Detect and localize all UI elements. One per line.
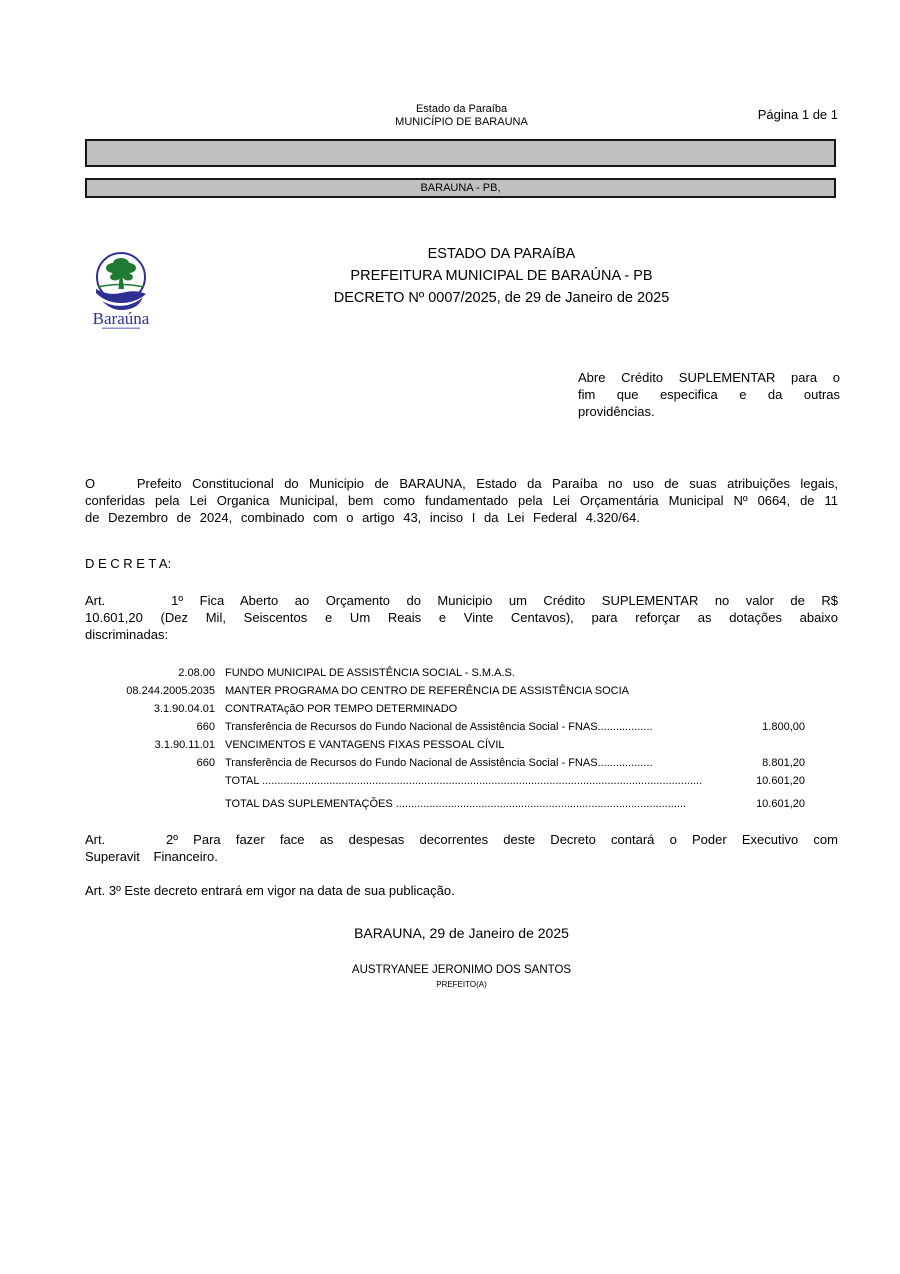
- title-decree-number: DECRETO Nº 0007/2025, de 29 de Janeiro de 2025: [333, 290, 670, 306]
- title-prefecture: PREFEITURA MUNICIPAL DE BARAÚNA - PB: [350, 268, 653, 284]
- budget-table-row: [85, 682, 838, 700]
- page-indicator: Página 1 de 1: [757, 107, 838, 122]
- banner-city-text: BARAUNA - PB,: [420, 182, 501, 194]
- budget-table-row: [85, 795, 838, 813]
- budget-value-cell: 10.601,20: [756, 798, 805, 810]
- budget-description-cell: TOTAL DAS SUPLEMENTAÇÕES ...............................................................................................: [225, 798, 687, 810]
- budget-code-cell: 660: [196, 721, 215, 733]
- budget-table-row: [85, 664, 838, 682]
- header-banner-city: [85, 178, 836, 198]
- barauna-coat-of-arms: [88, 251, 164, 331]
- budget-table-row: [85, 754, 838, 772]
- header-banner-empty: [85, 139, 836, 167]
- article-2: Art. 2º Para fazer face as despesas decorrentes deste Decreto contará o Poder Executivo com Superavit Financeiro.: [85, 832, 838, 864]
- decree-heading: D E C R E T A:: [85, 556, 172, 571]
- budget-description-cell: TOTAL ................................................................................................................................................: [225, 775, 703, 787]
- budget-description-cell: CONTRATAçãO POR TEMPO DETERMINADO: [225, 703, 458, 715]
- signature-name: AUSTRYANEE JERONIMO DOS SANTOS: [351, 964, 572, 976]
- budget-table: [85, 664, 838, 813]
- decree-preamble: O Prefeito Constitucional do Municipio de BARAUNA, Estado da Paraíba no uso de suas atribuições legais, conferidas pela Lei Organica Municipal, bem como fundamentado pela Lei Orçamentária Municipal Nº 0664, de 11 de Dezembro de 2024, combinado com o artigo 43, inciso I da Lei Federal 4.320/64.: [85, 476, 838, 525]
- budget-table-row: [85, 700, 838, 718]
- budget-table-row: [85, 736, 838, 754]
- title-state: ESTADO DA PARAíBA: [427, 246, 576, 262]
- logo-wordmark: Baraúna: [92, 309, 150, 328]
- budget-value-cell: 1.800,00: [762, 721, 805, 733]
- header-municipality-line: MUNICÍPIO DE BARAUNA: [395, 116, 528, 128]
- budget-value-cell: 10.601,20: [756, 775, 805, 787]
- budget-code-cell: 2.08.00: [178, 667, 215, 679]
- budget-table-row: [85, 718, 838, 736]
- budget-description-cell: VENCIMENTOS E VANTAGENS FIXAS PESSOAL CÍVIL: [225, 739, 505, 751]
- budget-value-cell: 8.801,20: [762, 757, 805, 769]
- budget-description-cell: Transferência de Recursos do Fundo Nacional de Assistência Social - FNAS..................: [225, 721, 653, 733]
- date-line: BARAUNA, 29 de Janeiro de 2025: [354, 925, 569, 941]
- article-3: Art. 3º Este decreto entrará em vigor na data de sua publicação.: [85, 883, 455, 898]
- budget-code-cell: 660: [196, 757, 215, 769]
- budget-code-cell: 3.1.90.04.01: [153, 703, 215, 715]
- article-1: Art. 1º Fica Aberto ao Orçamento do Municipio um Crédito SUPLEMENTAR no valor de R$ 10.601,20 (Dez Mil, Seiscentos e Um Reais e Vinte Centavos), para reforçar as dotações abaixo discriminadas:: [85, 593, 838, 642]
- barauna-logo-icon: [88, 251, 164, 331]
- decree-summary: Abre Crédito SUPLEMENTAR para o fim que especifica e da outras providências.: [578, 370, 840, 419]
- budget-code-cell: 08.244.2005.2035: [126, 685, 215, 697]
- budget-description-cell: FUNDO MUNICIPAL DE ASSISTÊNCIA SOCIAL - S.M.A.S.: [225, 667, 515, 679]
- logo-subtext-line: [102, 328, 140, 330]
- decree-title-block: [165, 243, 838, 309]
- budget-code-cell: 3.1.90.11.01: [154, 739, 215, 751]
- budget-description-cell: MANTER PROGRAMA DO CENTRO DE REFERÊNCIA DE ASSISTÊNCIA SOCIA: [225, 685, 630, 697]
- header-state-line: Estado da Paraíba: [415, 103, 508, 115]
- budget-table-row: [85, 772, 838, 790]
- budget-description-cell: Transferência de Recursos do Fundo Nacional de Assistência Social - FNAS..................: [225, 757, 653, 769]
- signature-role: PREFEITO(A): [436, 980, 487, 989]
